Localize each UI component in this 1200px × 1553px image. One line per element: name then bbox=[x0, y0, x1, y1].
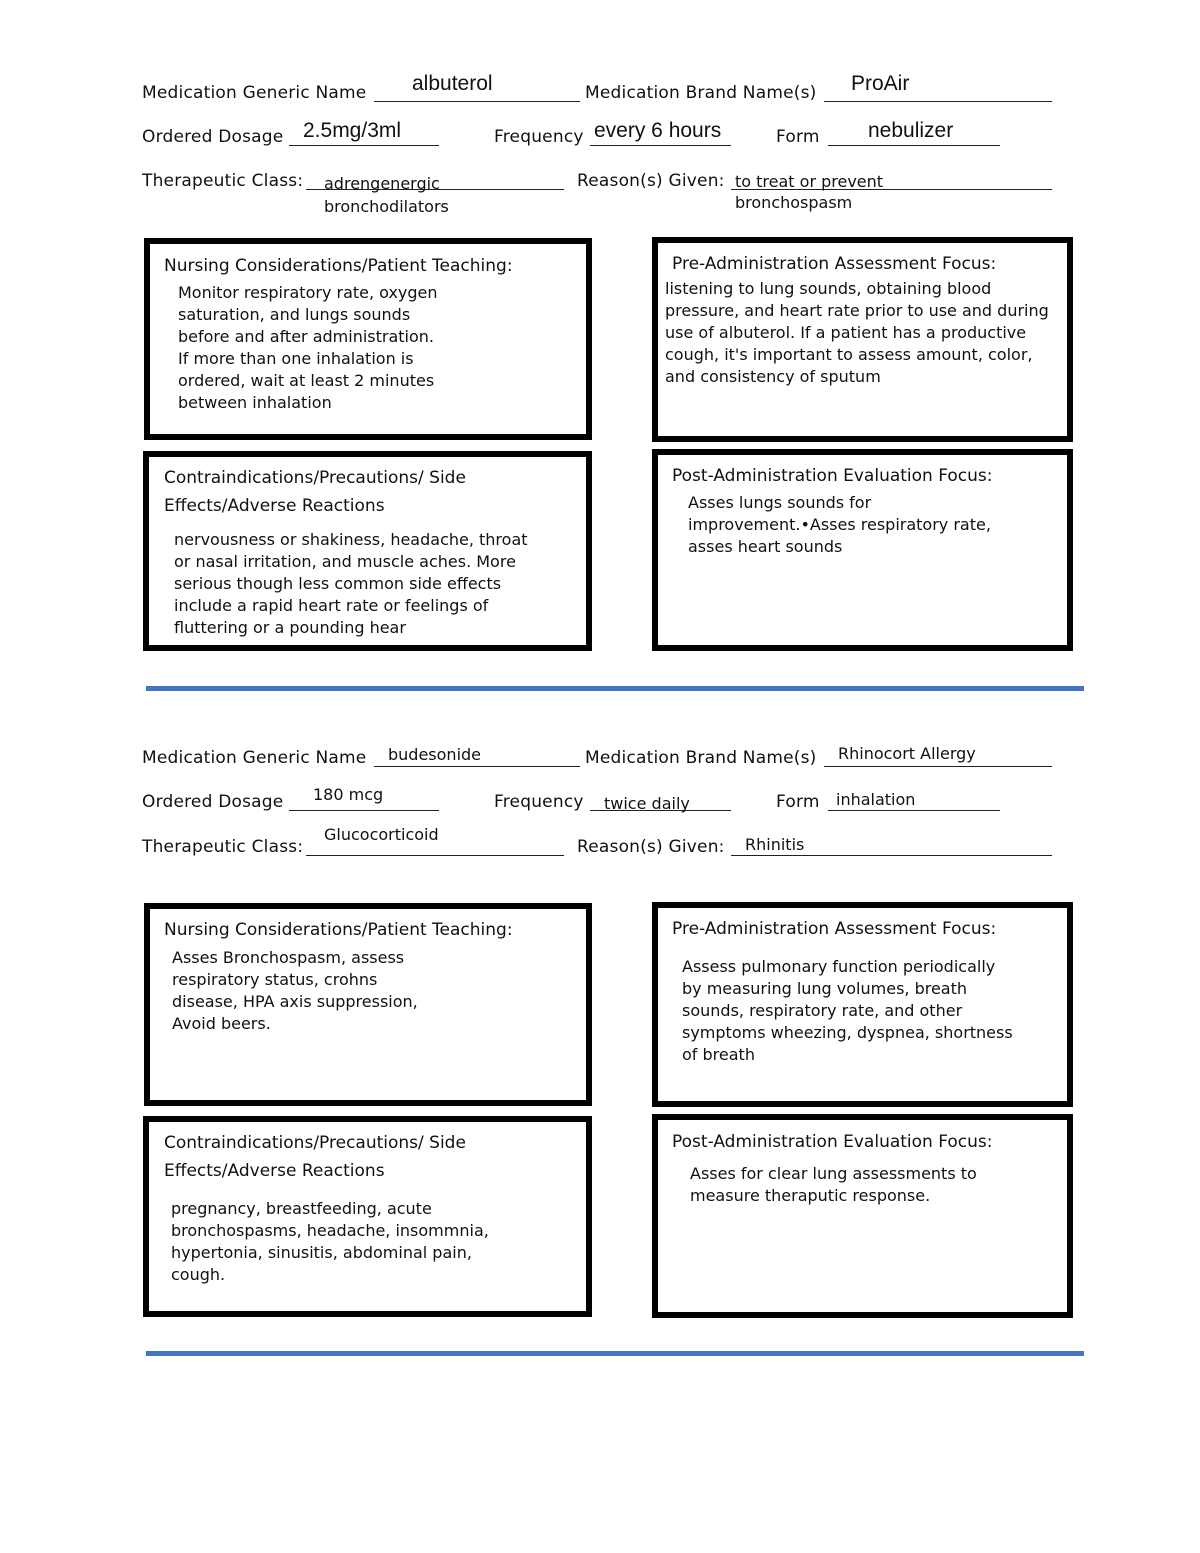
generic-name-label: Medication Generic Name bbox=[142, 748, 367, 768]
nursing-considerations-text: Monitor respiratory rate, oxygen saturation, and lungs sounds before and after administration. If more than one inhalation is ordered, wait at least 2 minutes between inhalation bbox=[178, 283, 438, 412]
contraindications-text: nervousness or shakiness, headache, throat or nasal irritation, and muscle aches. More serious though less common side effects include a rapid heart rate or feelings of fluttering or a pounding hear bbox=[174, 530, 528, 637]
frequency-label: Frequency bbox=[494, 127, 584, 147]
generic-name-value: budesonide bbox=[388, 745, 482, 764]
reasons-given-label: Reason(s) Given: bbox=[577, 171, 725, 191]
form-label: Form bbox=[776, 127, 820, 147]
generic-name-label: Medication Generic Name bbox=[142, 83, 367, 103]
contraindications-title-2: Effects/Adverse Reactions bbox=[164, 496, 385, 516]
form-value: inhalation bbox=[836, 790, 916, 809]
contraindications-title: Contraindications/Precautions/ Side bbox=[164, 468, 466, 488]
post-administration-title: Post-Administration Evaluation Focus: bbox=[672, 466, 993, 486]
ordered-dosage-line bbox=[289, 810, 439, 811]
brand-name-line bbox=[824, 766, 1052, 767]
therapeutic-class-label: Therapeutic Class: bbox=[142, 171, 304, 191]
contraindications-title: Contraindications/Precautions/ Side bbox=[164, 1133, 466, 1153]
generic-name-line bbox=[374, 101, 580, 102]
reasons-given-value: to treat or prevent bbox=[735, 172, 884, 191]
pre-administration-title: Pre-Administration Assessment Focus: bbox=[672, 254, 997, 274]
reasons-given-value: Rhinitis bbox=[745, 835, 805, 854]
nursing-considerations-title: Nursing Considerations/Patient Teaching: bbox=[164, 256, 513, 276]
divider-line bbox=[146, 1351, 1084, 1356]
reasons-given-line bbox=[731, 855, 1052, 856]
form-line bbox=[828, 145, 1000, 146]
form-line bbox=[828, 810, 1000, 811]
brand-name-label: Medication Brand Name(s) bbox=[585, 748, 817, 768]
form-label: Form bbox=[776, 792, 820, 812]
post-administration-text: Asses for clear lung assessments to measure theraputic response. bbox=[690, 1164, 977, 1205]
ordered-dosage-line bbox=[289, 145, 439, 146]
post-administration-title: Post-Administration Evaluation Focus: bbox=[672, 1132, 993, 1152]
contraindications-title-2: Effects/Adverse Reactions bbox=[164, 1161, 385, 1181]
generic-name-line bbox=[374, 766, 580, 767]
ordered-dosage-value: 180 mcg bbox=[313, 785, 384, 804]
nursing-considerations-title: Nursing Considerations/Patient Teaching: bbox=[164, 920, 513, 940]
ordered-dosage-value: 2.5mg/3ml bbox=[303, 119, 402, 142]
brand-name-line bbox=[824, 101, 1052, 102]
frequency-value: twice daily bbox=[604, 794, 690, 813]
reasons-given-value-2: bronchospasm bbox=[735, 193, 853, 212]
brand-name-value: Rhinocort Allergy bbox=[838, 744, 976, 763]
nursing-considerations-text: Asses Bronchospasm, assess respiratory status, crohns disease, HPA axis suppression, Avoid beers. bbox=[172, 948, 418, 1033]
brand-name-value: ProAir bbox=[851, 72, 910, 95]
frequency-label: Frequency bbox=[494, 792, 584, 812]
pre-administration-text: listening to lung sounds, obtaining blood pressure, and heart rate prior to use and during use of albuterol. If a patient has a productive cough, it's important to assess amount, color, and consistency of sputum bbox=[665, 279, 1049, 386]
pre-administration-text: Assess pulmonary function periodically by measuring lung volumes, breath sounds, respiratory rate, and other symptoms wheezing, dyspnea, shortness of breath bbox=[682, 957, 1013, 1064]
reasons-given-label: Reason(s) Given: bbox=[577, 837, 725, 857]
therapeutic-class-value-2: bronchodilators bbox=[324, 197, 449, 216]
therapeutic-class-line bbox=[306, 855, 564, 856]
therapeutic-class-value: adrengenergic bbox=[324, 174, 440, 193]
frequency-value: every 6 hours bbox=[594, 119, 722, 142]
therapeutic-class-label: Therapeutic Class: bbox=[142, 837, 304, 857]
frequency-line bbox=[590, 145, 731, 146]
pre-administration-title: Pre-Administration Assessment Focus: bbox=[672, 919, 997, 939]
generic-name-value: albuterol bbox=[412, 72, 493, 95]
form-value: nebulizer bbox=[868, 119, 954, 142]
ordered-dosage-label: Ordered Dosage bbox=[142, 792, 284, 812]
contraindications-text: pregnancy, breastfeeding, acute bronchospasms, headache, insommnia, hypertonia, sinusitis, abdominal pain, cough. bbox=[171, 1199, 489, 1284]
post-administration-text: Asses lungs sounds for improvement.•Asses respiratory rate, asses heart sounds bbox=[688, 493, 991, 556]
brand-name-label: Medication Brand Name(s) bbox=[585, 83, 817, 103]
divider-line bbox=[146, 686, 1084, 691]
ordered-dosage-label: Ordered Dosage bbox=[142, 127, 284, 147]
therapeutic-class-value: Glucocorticoid bbox=[324, 825, 439, 844]
